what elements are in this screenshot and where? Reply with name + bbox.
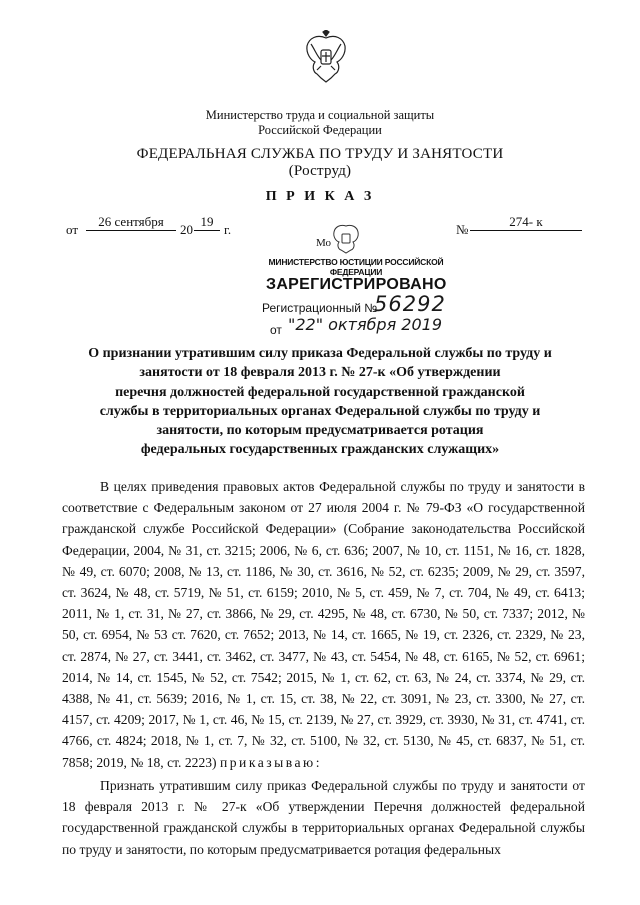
service-line-1: ФЕДЕРАЛЬНАЯ СЛУЖБА ПО ТРУДУ И ЗАНЯТОСТИ	[136, 146, 504, 162]
body-paragraph-1	[62, 476, 585, 773]
subject-line-4: службы в территориальных органах Федеральной службы по труду и	[99, 403, 541, 419]
ministry-line-1: Министерство труда и социальной защиты	[205, 108, 435, 122]
stamp-reg-number: 56292	[374, 292, 446, 316]
coat-of-arms-icon	[303, 30, 349, 84]
subject-line-3: перечня должностей федеральной государственной гражданской	[115, 384, 525, 400]
subject-line-5: занятости, по которым предусматривается ротация	[156, 423, 484, 439]
stamp-reg-number-label: Регистрационный №	[262, 301, 378, 315]
subject-line-2: занятости от 18 февраля 2013 г. № 27-к «Об утверждении	[139, 365, 501, 381]
subject-line-6: федеральных государственных гражданских служащих»	[140, 442, 500, 458]
number-label: №	[456, 222, 469, 237]
stamp-emblem-icon	[330, 222, 362, 254]
order-number: 274- к	[470, 214, 582, 231]
stamp-ministry: МИНИСТЕРСТВО ЮСТИЦИИ РОССИЙСКОЙ ФЕДЕРАЦИИ	[268, 257, 444, 277]
paragraph-1-text: В целях приведения правовых актов Федеральной службы по труду и занятости в соответствие с Федеральным законом от 27 июля 2004 г. № 79-ФЗ «О государственной гражданской службе Российской Федерации» (Собрание законодательства Российской Федерации, 2004, № 31, ст. 3215; 2006, № 6, ст. 636; 2007, № 10, ст. 1151, № 16, ст. 1828, № 49, ст. 6070; 2008, № 13, ст. 1186, № 30, ст. 3616, № 52, ст. 6235; 2009, № 29, ст. 3597, ст. 3624, № 48, ст. 5719, № 51, ст. 6159; 2010, № 5, ст. 459, № 7, ст. 704, № 49, ст. 6413; 2011, № 1, ст. 31, № 27, ст. 3866, № 29, ст. 4295, № 48, ст. 6730, № 50, ст. 7337; 2012, № 50, ст. 6954, № 53 ст. 7620, ст. 7652; 2013, № 14, ст. 1665, № 19, ст. 2326, ст. 2329, № 23, ст. 2874, № 27, ст. 3441, ст. 3462, ст. 3477, № 43, ст. 5454, № 48, ст. 6165, № 52, ст. 6961; 2014, № 14, ст. 1545, № 52, ст. 7542; 2015, № 1, ст. 62, ст. 63, № 24, ст. 3374, № 29, ст. 4388, № 41, ст. 5639; 2016, № 1, ст. 15, ст. 38, № 22, ст. 3091, № 23, ст. 3300, № 27, ст. 4157, ст. 4209; 2017, № 1, ст. 46, № 15, ст. 2139, № 27, ст. 3929, ст. 3930, № 31, ст. 4741, ст. 4766, ст. 4824; 2018, № 1, ст. 7, № 32, ст. 5100, № 32, ст. 5130, № 45, ст. 6837, № 51, ст. 7858; 2019, № 18, ст. 2223)	[62, 479, 585, 770]
date-year-mark: г.	[224, 222, 232, 237]
ministry-line-2: Российской Федерации	[258, 123, 382, 137]
paragraph-2-text: Признать утратившим силу приказ Федеральной службы по труду и занятости от 18 февраля 2013 г. № 27-к «Об утверждении Перечня должностей федеральной государственной гражданской службы в территориальных органах Федеральной службы по труду и занятости, по которым предусматривается ротация федеральных	[62, 778, 585, 857]
order-dateline	[66, 214, 586, 238]
stamp-mo-text: Мо	[316, 237, 332, 249]
stamp-registered: ЗАРЕГИСТРИРОВАНО	[266, 276, 447, 293]
subject-line-1: О признании утратившим силу приказа Федеральной службы по труду и	[88, 346, 552, 361]
date-day-month: 26 сентября	[86, 214, 176, 231]
order-word: приказываю:	[219, 754, 322, 770]
order-subject	[50, 344, 590, 460]
date-year-prefix: 20	[180, 222, 193, 237]
service-name	[0, 146, 640, 180]
body-paragraph-2	[62, 775, 585, 860]
date-prefix: от	[66, 222, 79, 237]
service-line-2: (Роструд)	[288, 163, 352, 179]
date-year-suffix: 19	[194, 214, 220, 231]
stamp-from-label: от	[270, 323, 282, 337]
stamp-reg-date: "22" октября 2019	[288, 315, 443, 334]
order-title: П Р И К А З	[265, 189, 375, 204]
ministry-name	[0, 108, 640, 138]
